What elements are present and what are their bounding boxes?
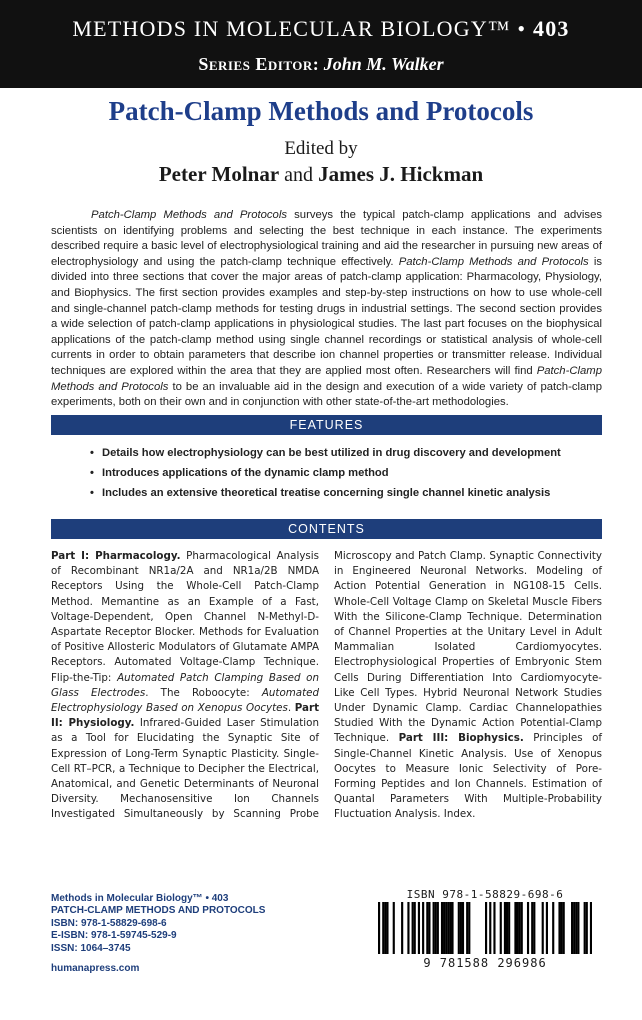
description-title-ref: Patch-Clamp Methods and Protocols: [91, 209, 287, 221]
barcode-bar: [542, 902, 544, 954]
feature-text: Includes an extensive theoretical treatise concerning single channel kinetic analysis: [102, 487, 551, 499]
barcode-bar: [514, 902, 516, 954]
part-1-italic-title: Automated Patch Clamping Based on Glass Electrodes: [51, 671, 319, 699]
barcode-digits: 9 781588 296986: [423, 956, 547, 970]
bullet-icon: •: [90, 447, 94, 459]
series-name: METHODS IN MOLECULAR BIOLOGY™: [72, 16, 511, 41]
barcode-bar: [437, 902, 439, 954]
description: [51, 208, 602, 411]
barcode-bar: [378, 902, 380, 954]
barcode-bar: [382, 902, 384, 954]
barcode-bar: [561, 902, 563, 954]
series-separator: •: [517, 16, 527, 41]
edited-by: Edited by: [284, 138, 358, 159]
barcode-bar: [449, 902, 451, 954]
authors: [0, 162, 642, 187]
volume-number: 403: [533, 16, 570, 41]
barcode-bar: [447, 902, 449, 954]
barcode-bar: [407, 902, 409, 954]
barcode-bar: [418, 902, 420, 954]
barcode-bar: [462, 902, 464, 954]
barcode-bar: [428, 902, 430, 954]
series-editor-label: Series Editor:: [198, 54, 320, 74]
author-1: Peter Molnar: [158, 162, 280, 186]
part-1-italic-title-2: Automated Electrophysiology Based on Xenopus Oocytes: [51, 686, 320, 715]
barcode-bar: [573, 902, 575, 954]
footer-website[interactable]: humanapress.com: [51, 963, 140, 975]
barcode-bar: [435, 902, 437, 954]
bullet-icon: •: [90, 487, 94, 499]
barcode-bar: [401, 902, 403, 954]
feature-item: [90, 485, 600, 505]
barcode-bar: [590, 902, 592, 954]
footer-info: [51, 893, 311, 975]
features-heading: FEATURES: [51, 415, 602, 435]
barcode-bar: [414, 902, 416, 954]
barcode: [368, 888, 602, 972]
authors-and: and: [284, 164, 314, 186]
barcode-bar: [546, 902, 548, 954]
part-2-label: Part II: Physiology.: [51, 702, 319, 730]
barcode-bar: [577, 902, 579, 954]
footer-eisbn: E-ISBN: 978-1-59745-529-9: [51, 930, 177, 942]
feature-item: [90, 445, 600, 465]
footer-issn: ISSN: 1064–3745: [51, 942, 131, 954]
barcode-bar: [506, 902, 508, 954]
part-3-label: Part III: Biophysics.: [398, 732, 524, 745]
barcode-bar: [466, 902, 468, 954]
barcode-bar: [552, 902, 554, 954]
series-editor-name: John M. Walker: [323, 54, 444, 74]
barcode-bar: [485, 902, 487, 954]
feature-item: [90, 465, 600, 485]
series-editor-line: [0, 54, 642, 75]
features-list: [90, 445, 600, 505]
barcode-bar: [468, 902, 470, 954]
barcode-bar: [441, 902, 443, 954]
barcode-bar: [519, 902, 521, 954]
part-3-text: Principles of Single-Channel Kinetic Analysis. Use of Xenopus Oocytes to Measure Ionic Selectivity of Pore-Forming Peptides and Ion Channels. Estimation of Quantal Parameters With Multiple-Probability Fluctuation Analysis. Index.: [334, 732, 602, 821]
barcode-bar: [521, 902, 523, 954]
contents-text: [51, 549, 602, 829]
barcode-bar: [460, 902, 462, 954]
barcode-bar: [422, 902, 424, 954]
barcode-isbn-label: ISBN 978-1-58829-698-6: [406, 888, 564, 901]
barcode-bar: [386, 902, 388, 954]
barcode-bar: [445, 902, 447, 954]
series-title: [0, 16, 642, 42]
description-text-1: surveys the typical patch-clamp applications and advises scientists on identifying problems and selecting the best technique in each instance. The experiments described require a basic level of electrophysiological training and aid the researcher in pursuing new areas of electrophysiology and using the patch-clamp technique effectively.: [51, 209, 602, 268]
barcode-bar: [493, 902, 495, 954]
barcode-bar: [384, 902, 386, 954]
barcode-bar: [516, 902, 518, 954]
barcode-bars: [378, 902, 592, 954]
footer-series: Methods in Molecular Biology™ • 403: [51, 893, 229, 904]
bullet-icon: •: [90, 467, 94, 479]
series-header-bar: [0, 0, 642, 88]
barcode-bar: [412, 902, 414, 954]
barcode-bar: [563, 902, 565, 954]
part-1-text-end: .: [287, 702, 295, 715]
barcode-bar: [527, 902, 529, 954]
part-1-text: Pharmacological Analysis of Recombinant NR1a/2A and NR1a/2B NMDA Receptors Using the Whole-Cell Patch-Clamp Method. Memantine as an Example of a Fast, Voltage-Dependent, Open Channel N-Methyl-D-Aspartate Receptor Blocker. Methods for Evaluation of Positive Allosteric Modulators of Glutamate AMPA Receptors. Automated Voltage-Clamp Technique. Flip-the-Tip:: [51, 550, 320, 684]
barcode-bar: [533, 902, 535, 954]
part-2-text: Infrared-Guided Laser Stimulation as a Tool for Elucidating the Synaptic Site of Expression of Long-Term Synaptic Plasticity. Single-Cell RT–PCR, a Technique to Decipher the Electrical, Anatomical, and Genetic Determinants of Neuronal Diversity. Mechanosensitive Ion Channels Investigated Simultaneously by Scanning Probe Microscopy and Patch Clamp. Synaptic Connectivity in Engineered Neuronal Networks. Modeling of Action Potential Generation in NG108-15 Cells. Whole-Cell Voltage Clamp on Skeletal Muscle Fibers With the Silicone-Clamp Technique. Determination of Channel Properties at the Unitary Level in Adult Mammalian Isolated Cardiomyocytes. Electrophysiological Properties of Embryonic Stem Cells During Differentiation Into Cardiomyocyte-Like Cell Types. Hybrid Neuronal Network Studies Under Dynamic Clamp. Cardiac Channelopathies Studied With the Dynamic Action Potential-Clamp Technique.: [51, 550, 602, 821]
description-title-ref: Patch-Clamp Methods and Protocols: [398, 255, 589, 268]
part-1-label: Part I: Pharmacology.: [51, 550, 181, 562]
description-text-2: is divided into three sections that cover the major areas of patch-clamp application: Pharmacology, Physiology, and Biophysics. The first section provides examples and step-by-step instructions on how to use whole-cell and single-channel patch-clamp methods for testing drugs in industrial settings. The second section provides a wide selection of patch-clamp applications in physiological studies. The last part focuses on the biophysical applications of the patch-clamp method using single channel recordings or statistical analysis of whole-cell currents in order to obtain parameters that describe ion channel properties or transmitter release. Individual techniques are explored within the area that they are applied most often. Researchers will find: [51, 255, 602, 377]
footer-title: PATCH-CLAMP METHODS AND PROTOCOLS: [51, 905, 266, 917]
barcode-bar: [500, 902, 502, 954]
barcode-bar: [458, 902, 460, 954]
barcode-bar: [575, 902, 577, 954]
description-title-ref: Patch-Clamp Methods and Protocols: [51, 364, 602, 393]
author-2: James J. Hickman: [318, 162, 484, 186]
barcode-bar: [558, 902, 560, 954]
feature-text: Introduces applications of the dynamic clamp method: [102, 467, 389, 479]
barcode-bar: [489, 902, 491, 954]
barcode-bar: [508, 902, 510, 954]
barcode-bar: [393, 902, 395, 954]
contents-heading: CONTENTS: [51, 519, 602, 539]
barcode-bar: [504, 902, 506, 954]
barcode-bar: [584, 902, 586, 954]
barcode-bar: [531, 902, 533, 954]
description-paragraph: [51, 208, 602, 411]
barcode-bar: [443, 902, 445, 954]
part-1-text-mid: . The Roboocyte:: [145, 686, 262, 699]
book-title: Patch-Clamp Methods and Protocols: [108, 96, 534, 126]
barcode-bar: [433, 902, 435, 954]
description-text-3: to be an invaluable aid in the design and execution of a wide variety of patch-clamp experiments, both on their own and in conjunction with other state-of-the-art methodologies.: [51, 380, 602, 409]
barcode-bar: [586, 902, 588, 954]
feature-text: Details how electrophysiology can be best utilized in drug discovery and development: [102, 447, 561, 459]
barcode-bar: [571, 902, 573, 954]
footer-isbn: ISBN: 978-1-58829-698-6: [51, 917, 167, 929]
barcode-bar: [426, 902, 428, 954]
barcode-bar: [451, 902, 453, 954]
